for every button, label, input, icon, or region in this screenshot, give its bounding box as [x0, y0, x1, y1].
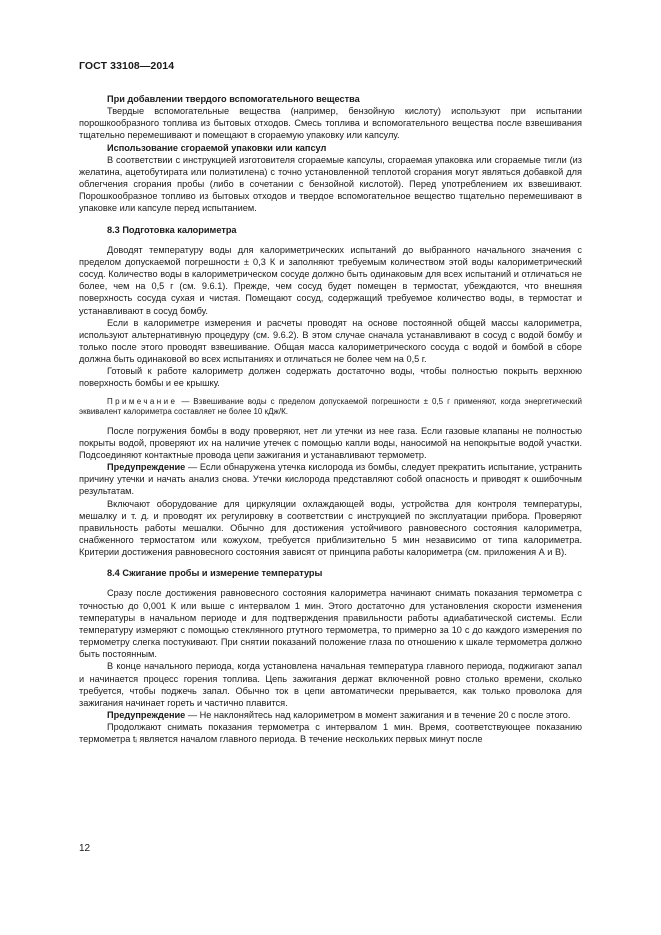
body-paragraph: Готовый к работе калориметр должен содержать достаточно воды, чтобы полностью покрыть верхнюю поверхность бомбы и ее крышку.	[79, 366, 582, 389]
warning-label: Предупреждение	[107, 462, 186, 473]
subheading: При добавлении твердого вспомогательного вещества	[107, 94, 360, 104]
section-heading: 8.3 Подготовка калориметра	[107, 224, 237, 235]
body-paragraph: В конце начального периода, когда установлена начальная температура главного периода, поджигают запал и начинается процесс горения топлива. Цепь зажигания держат включенной ровно столько времени, сколько требуется, чтобы поджечь запал. Обычно ток в цепи автоматически прерывается, как только проволока для зажигания начинает гореть и частично плавится.	[79, 661, 582, 708]
body-paragraph: Если в калориметре измерения и расчеты проводят на основе постоянной общей массы калориметра, используют альтернативную процедуру (см. 9.6.2). В этом случае сначала устанавливают в сосуд с водой бомбу и только после этого проводят взвешивание. Общая масса калориметрического сосуда с водой и бомбой в сборе должна быть одинаковой во всех испытаниях и отличаться не более чем на 0,5 г.	[79, 317, 582, 365]
body-paragraph: Продолжают снимать показания термометра с интервалом 1 мин. Время, соответствующее показанию термометра tᵢ является началом главного периода. В течение нескольких первых минут после	[79, 722, 582, 745]
warning-text: — Не наклоняйтесь над калориметром в момент зажигания и в течение 20 с после этого.	[185, 710, 571, 721]
subheading: Использование сгораемой упаковки или капсул	[107, 142, 327, 153]
body-paragraph: В соответствии с инструкцией изготовителя сгораемые капсулы, сгораемая упаковка или сгораемые тигли (из желатина, ацетобутирата или полиэтилена) с точно установленной теплотой сгорания могут являться добавкой для облегчения сгорания пробы (либо в сочетании с бензойной кислотой). Перед употреблением их взвешивают. Порошкообразное топливо из бытовых отходов и твердое вспомогательное вещество тщательно перемешивают в упаковке или капсуле перед испытанием.	[79, 154, 582, 214]
document-header: ГОСТ 33108—2014	[79, 60, 175, 72]
body-paragraph: После погружения бомбы в воду проверяют, нет ли утечки из нее газа. Если газовые клапаны не полностью покрыты водой, проверяют их на наличие утечек с помощью капли воды, наносимой на непокрытые водой участки. Подсоединяют контактные провода цепи зажигания и устанавливают термометр.	[79, 425, 582, 460]
body-paragraph: Включают оборудование для циркуляции охлаждающей воды, устройства для контроля температуры, мешалку и т. д. и проводят их регулировку в соответствии с инструкцией по эксплуатации прибора. Проверяют правильность работы мешалки. Обычно для достижения устойчивого равновесного состояния калориметра, снабженного термостатом или кожухом, требуется приблизительно 5 мин независимо от типа калориметра. Критерии достижения равновесного состояния зависят от принципа работы калориметра (см. приложения А и В).	[79, 498, 582, 558]
note-label: Примечание	[107, 396, 178, 406]
body-paragraph: Сразу после достижения равновесного состояния калориметра начинают снимать показания термометра с точностью до 0,001 К или выше с интервалом 1 мин. Этого достаточно для установления скорости изменения температуры в начальном периоде и для подтверждения правильности работы адиабатической системы. Если температуру измеряют с помощью стеклянного ртутного термометра, то примерно за 10 с до каждого измерения по термометру слегка постукивают. При снятии показаний положение глаза по отношению к шкале термометра должно быть постоянным.	[79, 588, 582, 660]
document-body	[79, 93, 582, 746]
note-paragraph	[79, 397, 582, 418]
warning-paragraph	[79, 709, 582, 721]
page-number: 12	[79, 843, 91, 854]
section-heading: 8.4 Сжигание пробы и измерение температуры	[107, 568, 323, 579]
body-paragraph: Твердые вспомогательные вещества (например, бензойную кислоту) используют при испытании порошкообразного топлива из бытовых отходов. Смесь топлива и вспомогательного вещества после взвешивания тщательно перемешивают и помещают в сгораемую упаковку или капсулу.	[79, 106, 582, 141]
body-paragraph: Доводят температуру воды для калориметрических испытаний до выбранного начального значения с пределом допускаемой погрешности ± 0,3 К и заполняют требуемым количеством этой воды калориметрический сосуд. Количество воды в калориметрическом сосуде должно быть одинаковым для всех испытаний и отличаться не более, чем на 0,5 г (см. 9.6.1). Прежде, чем сосуд будет помещен в термостат, убеждаются, что внешняя поверхность сосуда сухая и чистая. Помещают сосуд, содержащий требуемое количество воды, в термостат и устанавливают в сосуд бомбу.	[79, 244, 582, 316]
warning-paragraph	[79, 461, 582, 497]
warning-label: Предупреждение	[107, 710, 186, 721]
note-text: — Взвешивание воды с пределом допускаемой погрешности ± 0,5 г применяют, когда энергетический эквивалент калориметра составляет не более 10 кДж/К.	[79, 396, 582, 417]
warning-text: — Если обнаружена утечка кислорода из бомбы, следует прекратить испытание, устранить причину утечки и начать анализ снова. Утечки кислорода представляют собой опасность и приводят к ошибочным результатам.	[79, 462, 582, 497]
